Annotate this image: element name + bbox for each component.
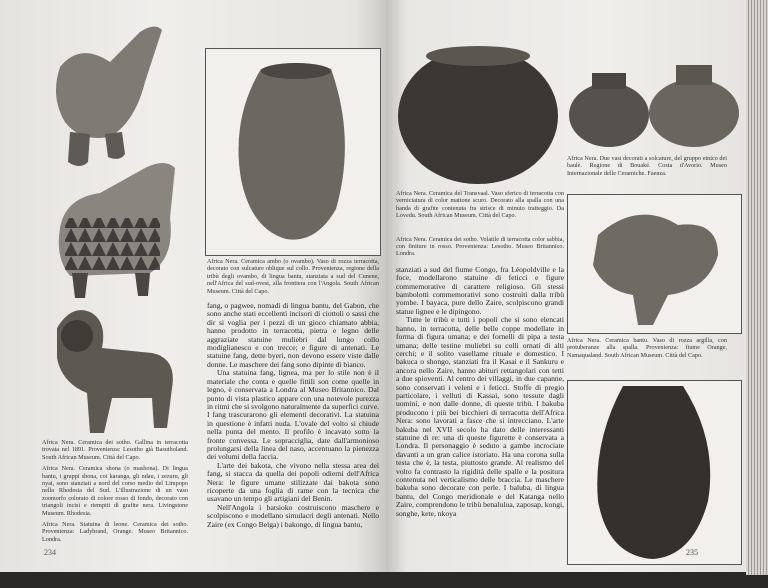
caption-gallina: Africa Nera. Ceramica dei sotho. Gallina in terracotta trovata nel 1891. Provenienza: Lesotho già Basutholand. South African Museum. Città del Capo. <box>42 439 188 461</box>
paragraph: L'arte dei bakota, che vivono nella stessa area dei fang, si stacca da quella dei popoli odierni dell'Africa Nera: le figure umane stilizzate dai bakota sono ricoperte da una foglia di rame con la tecnica che usavano un tempo gli artigiani del Benin. <box>207 460 379 504</box>
left-page <box>0 0 386 572</box>
caption-leone: Africa Nera. Statuina di leone. Ceramica dei sotho. Provenienza: Ladybrand, Orange. Museo Britannico. Londra. <box>42 521 188 543</box>
caption-bantu: Africa Nera. Ceramica bantu. Vaso di rozza argilla, con protuberanze alla spalla. Provenienza: fiume Orange, Namaqualand. South African Museum. Città del Capo. <box>567 337 727 359</box>
caption-due-vasi: Africa Nera. Due vasi decorati a solcature, del gruppo etnico dei baulè. Regione di Bouaké. Costa d'Avorio. Museo Internazionale delle Ceramiche. Faenza. <box>567 155 727 177</box>
paragraph: Una statuina fang, lignea, ma per lo stile non è il materiale che conta e quelle fittili son come quelle in legno, è conservata a Londra al Museo Britannico. Dal punto di vista plastico appare con una notevole purezza in ritmi che si svolgono naturalmente da superfici curve. I fang trascurarono gli elementi decorativi. La statuina in questione è infatti nuda. L'ovale del volto si chiude nella punta del mento. Il profilo è incavato sotto la fronte convessa. Le sopracciglia, date dall'armonioso prolungarsi della linea del naso, accentuano la pienezza dei volumi della faccia. <box>207 368 379 462</box>
paragraph: Tutte le tribù e tutti i popoli che si sono elencati hanno, in terracotta, delle belle coppe modellate in forma di figura umana; e dei fornelli di pipa a testa umana; delle testine muliebri su colli ornati di alti cerchi; e il solito vasellame rituale e domestico. I bakuca o shongo, stanziati fra il Kasai e il Sankuru e ancora nello Zaire, hanno abituri rettangolari con tetti a due spioventi. Al centro dei villaggi, in due capanne, sono conservati i veleni e i feticci. Stoffe di pregio particolare, i velluti di Kassai, sono tessute dagli uomini, e non dalle donne, di queste tribù. I bakuba producono i più bei bicchieri di terracotta dell'Africa Nera: sono lavorati a fasce che si intrecciano. L'arte bakuba nel XVII secolo ha dato delle interessanti statuine di re: una di queste figurette è conservata a Londra. Il personaggio è seduto a gambe incrociate davanti a un gran calice istoriato. Ha una corona sulla testa che è, la testa, piuttosto grande. Al realismo del volto fa contrasto la rigidità delle spalle e la positura contenuta nel verticalismo delle braccia. Le maschere bakuba sono decorate con perle. I baluba, di lingua bantu, del Congo meridionale e del Katanga nello Zaire, comprendono le tribù benalulua, zaposap, kongi, songhe, kete, nkoya <box>396 315 564 518</box>
bird-vessel-photo <box>40 22 180 172</box>
triangle-decorated-vessel-photo <box>50 158 190 303</box>
spherical-pot-photo <box>394 36 562 186</box>
caption-volatile: Africa Nera. Ceramica dei sotho. Volatile di terracotta color sabbia, con finiture in rosso. Provenienza: Lesotho. Museo Britannico. Londra. <box>396 235 564 258</box>
bird-vessel-photo <box>568 195 741 333</box>
ambo-vase-photo <box>206 49 380 255</box>
bantu-vase-photo <box>568 381 741 564</box>
ambo-vase-frame <box>205 48 381 256</box>
bird-vessel-frame <box>567 194 742 334</box>
page-number: 235 <box>686 548 698 557</box>
left-captions-column <box>42 439 188 547</box>
lion-statuette-photo <box>42 298 182 438</box>
paragraph: stanziati a sud del fiume Congo, fra Léopoldville e la foce, modellarono statuine di feticci e figure commemorative di carattere religioso. Gli stessi bambolotti commemorativi sono costruiti dalla tribù yombe. I bayaca, pure dello Zaire, scolpiscono grandi statue lignee e le dipingono. <box>396 264 564 316</box>
caption-shona: Africa Nera. Ceramica shona (o mashona). Di lingua bantu, i gruppi shona, coi karanga, gli ndau, i zezuru, gli nyai, sono stanziati a nord del corso medio del Limpopo nella Rhodesia del Sud. L'illustrazione di un vaso zoomorfo colorato di colore rosso di fondo, decorato con triangoli incisi e riempiti di grafite nera. Livingstone Museum. Rhodesia. <box>42 465 188 517</box>
paragraph: Nell'Angola i batsioko costruiscono maschere e scolpiscono e modellano simulacri degli antenati. Nello Zaire (ex Congo Belga) i bakongo, di lingua bantu, <box>207 502 379 529</box>
caption-transvaal: Africa Nera. Ceramica del Transvaal. Vaso sferico di terracotta con verniciatura di color mattone scuro. Decorato alla spalla con una banda di grafite contenuta fra strisce di minuto tratteggio. Da Lovedu. South African Museum. Città del Capo. <box>396 190 564 220</box>
caption-ambo: Africa Nera. Ceramica ambo (o ovambo). Vaso di rozza terracotta, decorato con sulcature oblique sul collo. Provenienza, regione della tribù degli ovambo, di lingua bantu, stanziata a sud del Cunene, nell'Africa del sud-ovest, alla frontiera con l'Angola. South African Museum. Città del Capo. <box>207 258 379 295</box>
left-text-column <box>207 258 379 529</box>
right-text-column <box>396 190 564 518</box>
right-page <box>386 0 748 572</box>
page-number: 234 <box>44 548 56 557</box>
paragraph: fang, o pagwee, nomadi di lingua bantu, del Gabon, che sono anche stati eccellenti incisori di ciottoli o sassi che dir si voglia per i pezzi di un gioco chiamato abbia, hanno prodotto in terracotta, pietra e legno delle aggraziate statuine muliebri dal lungo collo modiglianesco e con trecce; e figure di antenati. Le statuine fang, dette byeri, non devono essere viste dalle donne. Le maschere dei fang sono dipinte di bianco. <box>207 301 379 369</box>
left-body-text <box>207 302 379 529</box>
bantu-vase-frame <box>567 380 742 565</box>
right-body-text <box>396 266 564 518</box>
page-stack-edges <box>746 0 768 575</box>
two-baule-vases-photo <box>564 55 744 150</box>
